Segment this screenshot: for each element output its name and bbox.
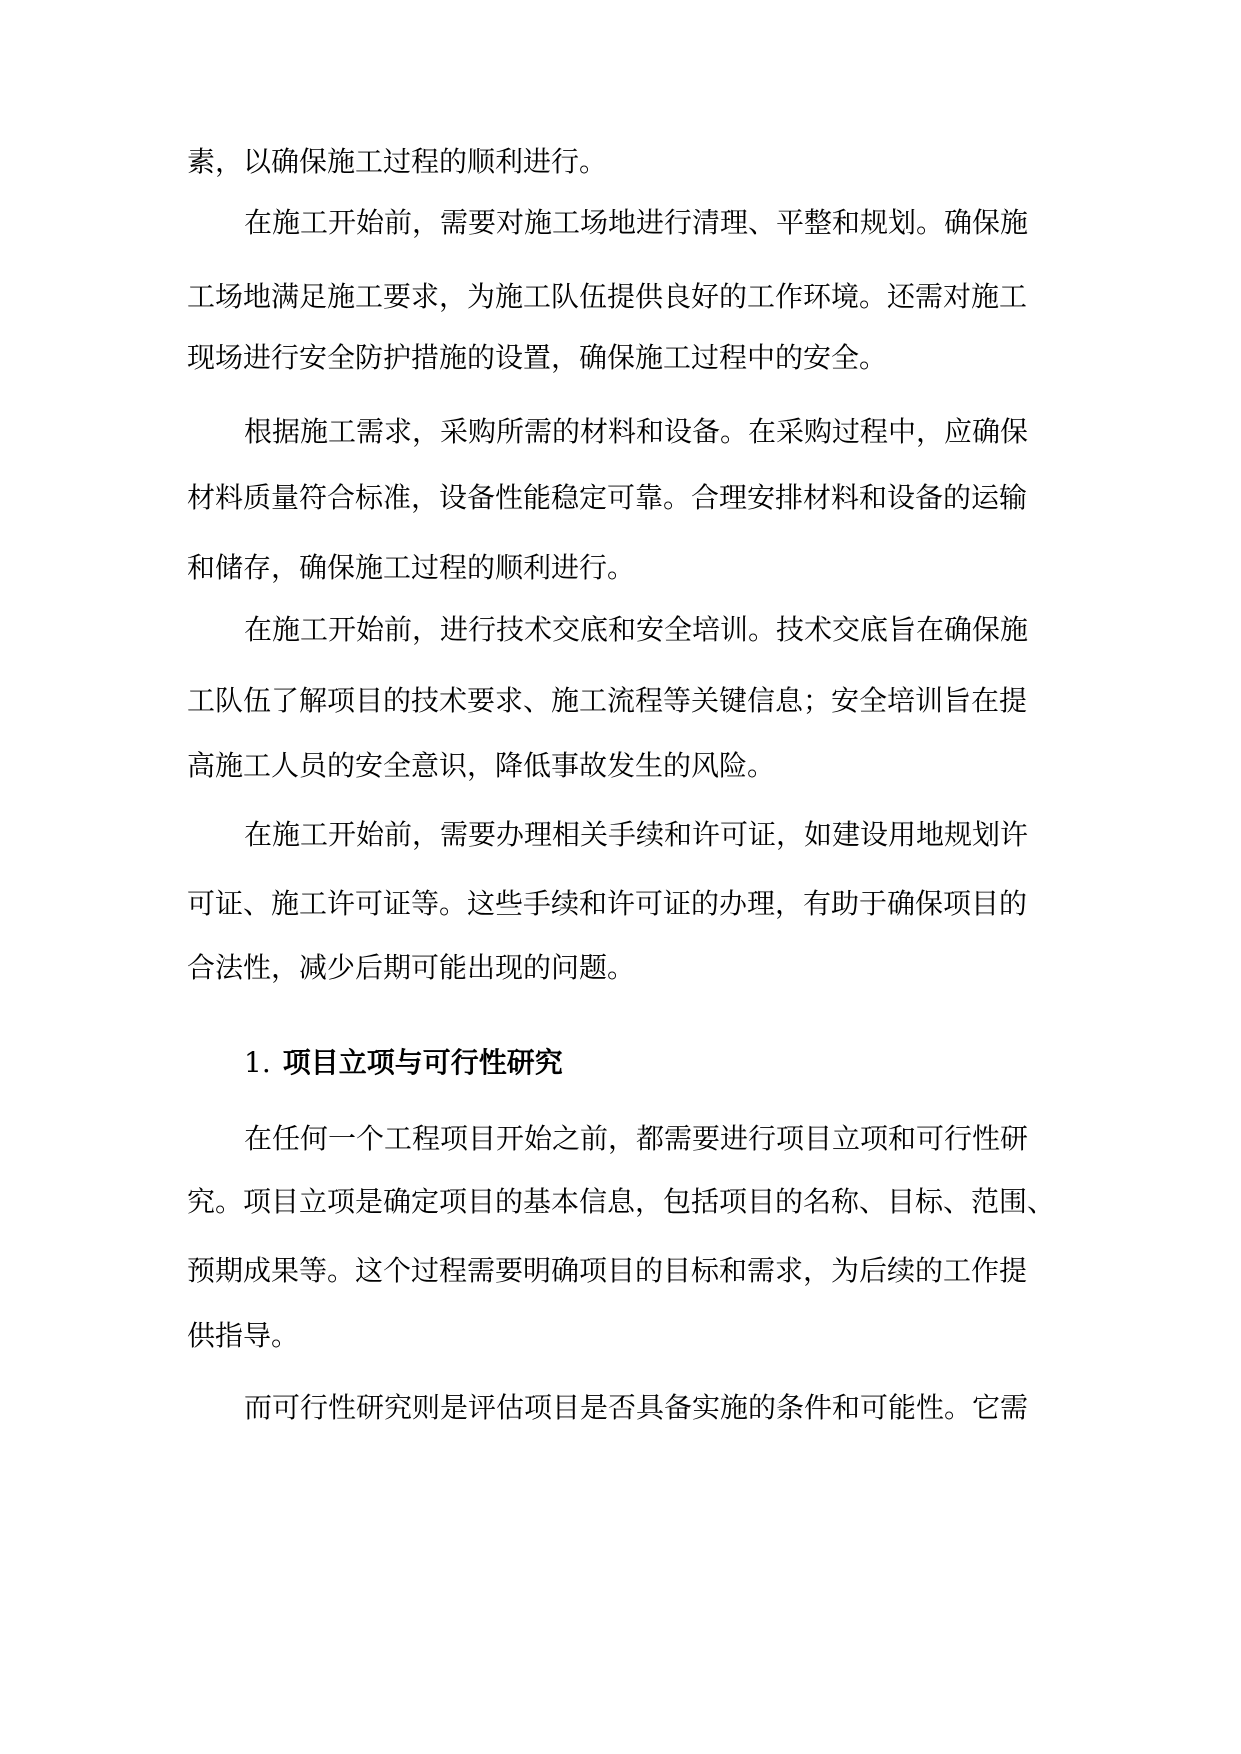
- text-line: 在任何一个工程项目开始之前，都需要进行项目立项和可行性研: [244, 1122, 1029, 1155]
- text-line: 根据施工需求，采购所需的材料和设备。在采购过程中，应确保: [244, 415, 1029, 448]
- text-line: 在施工开始前，需要办理相关手续和许可证，如建设用地规划许: [244, 818, 1029, 851]
- text-line: 现场进行安全防护措施的设置，确保施工过程中的安全。: [187, 341, 888, 374]
- text-line: 和储存，确保施工过程的顺利进行。: [187, 551, 636, 584]
- text-line: 材料质量符合标准，设备性能稳定可靠。合理安排材料和设备的运输: [187, 481, 1028, 514]
- text-line: 合法性，减少后期可能出现的问题。: [187, 951, 636, 984]
- text-line: 工队伍了解项目的技术要求、施工流程等关键信息；安全培训旨在提: [187, 684, 1028, 717]
- text-line: 高施工人员的安全意识，降低事故发生的风险。: [187, 749, 776, 782]
- text-line: 在施工开始前，进行技术交底和安全培训。技术交底旨在确保施: [244, 613, 1029, 646]
- section-title: 项目立项与可行性研究: [282, 1046, 563, 1079]
- text-line: 工场地满足施工要求，为施工队伍提供良好的工作环境。还需对施工: [187, 280, 1028, 313]
- text-line: 素，以确保施工过程的顺利进行。: [187, 145, 608, 178]
- text-line: 而可行性研究则是评估项目是否具备实施的条件和可能性。它需: [244, 1391, 1029, 1424]
- text-line: 供指导。: [187, 1319, 300, 1352]
- text-line: 究。项目立项是确定项目的基本信息，包括项目的名称、目标、范围、: [187, 1185, 1056, 1218]
- text-line: 预期成果等。这个过程需要明确项目的目标和需求，为后续的工作提: [187, 1254, 1028, 1287]
- section-number: 1.: [244, 1046, 271, 1079]
- text-line: 可证、施工许可证等。这些手续和许可证的办理，有助于确保项目的: [187, 887, 1028, 920]
- text-line: 在施工开始前，需要对施工场地进行清理、平整和规划。确保施: [244, 206, 1029, 239]
- section-heading: [244, 1045, 563, 1081]
